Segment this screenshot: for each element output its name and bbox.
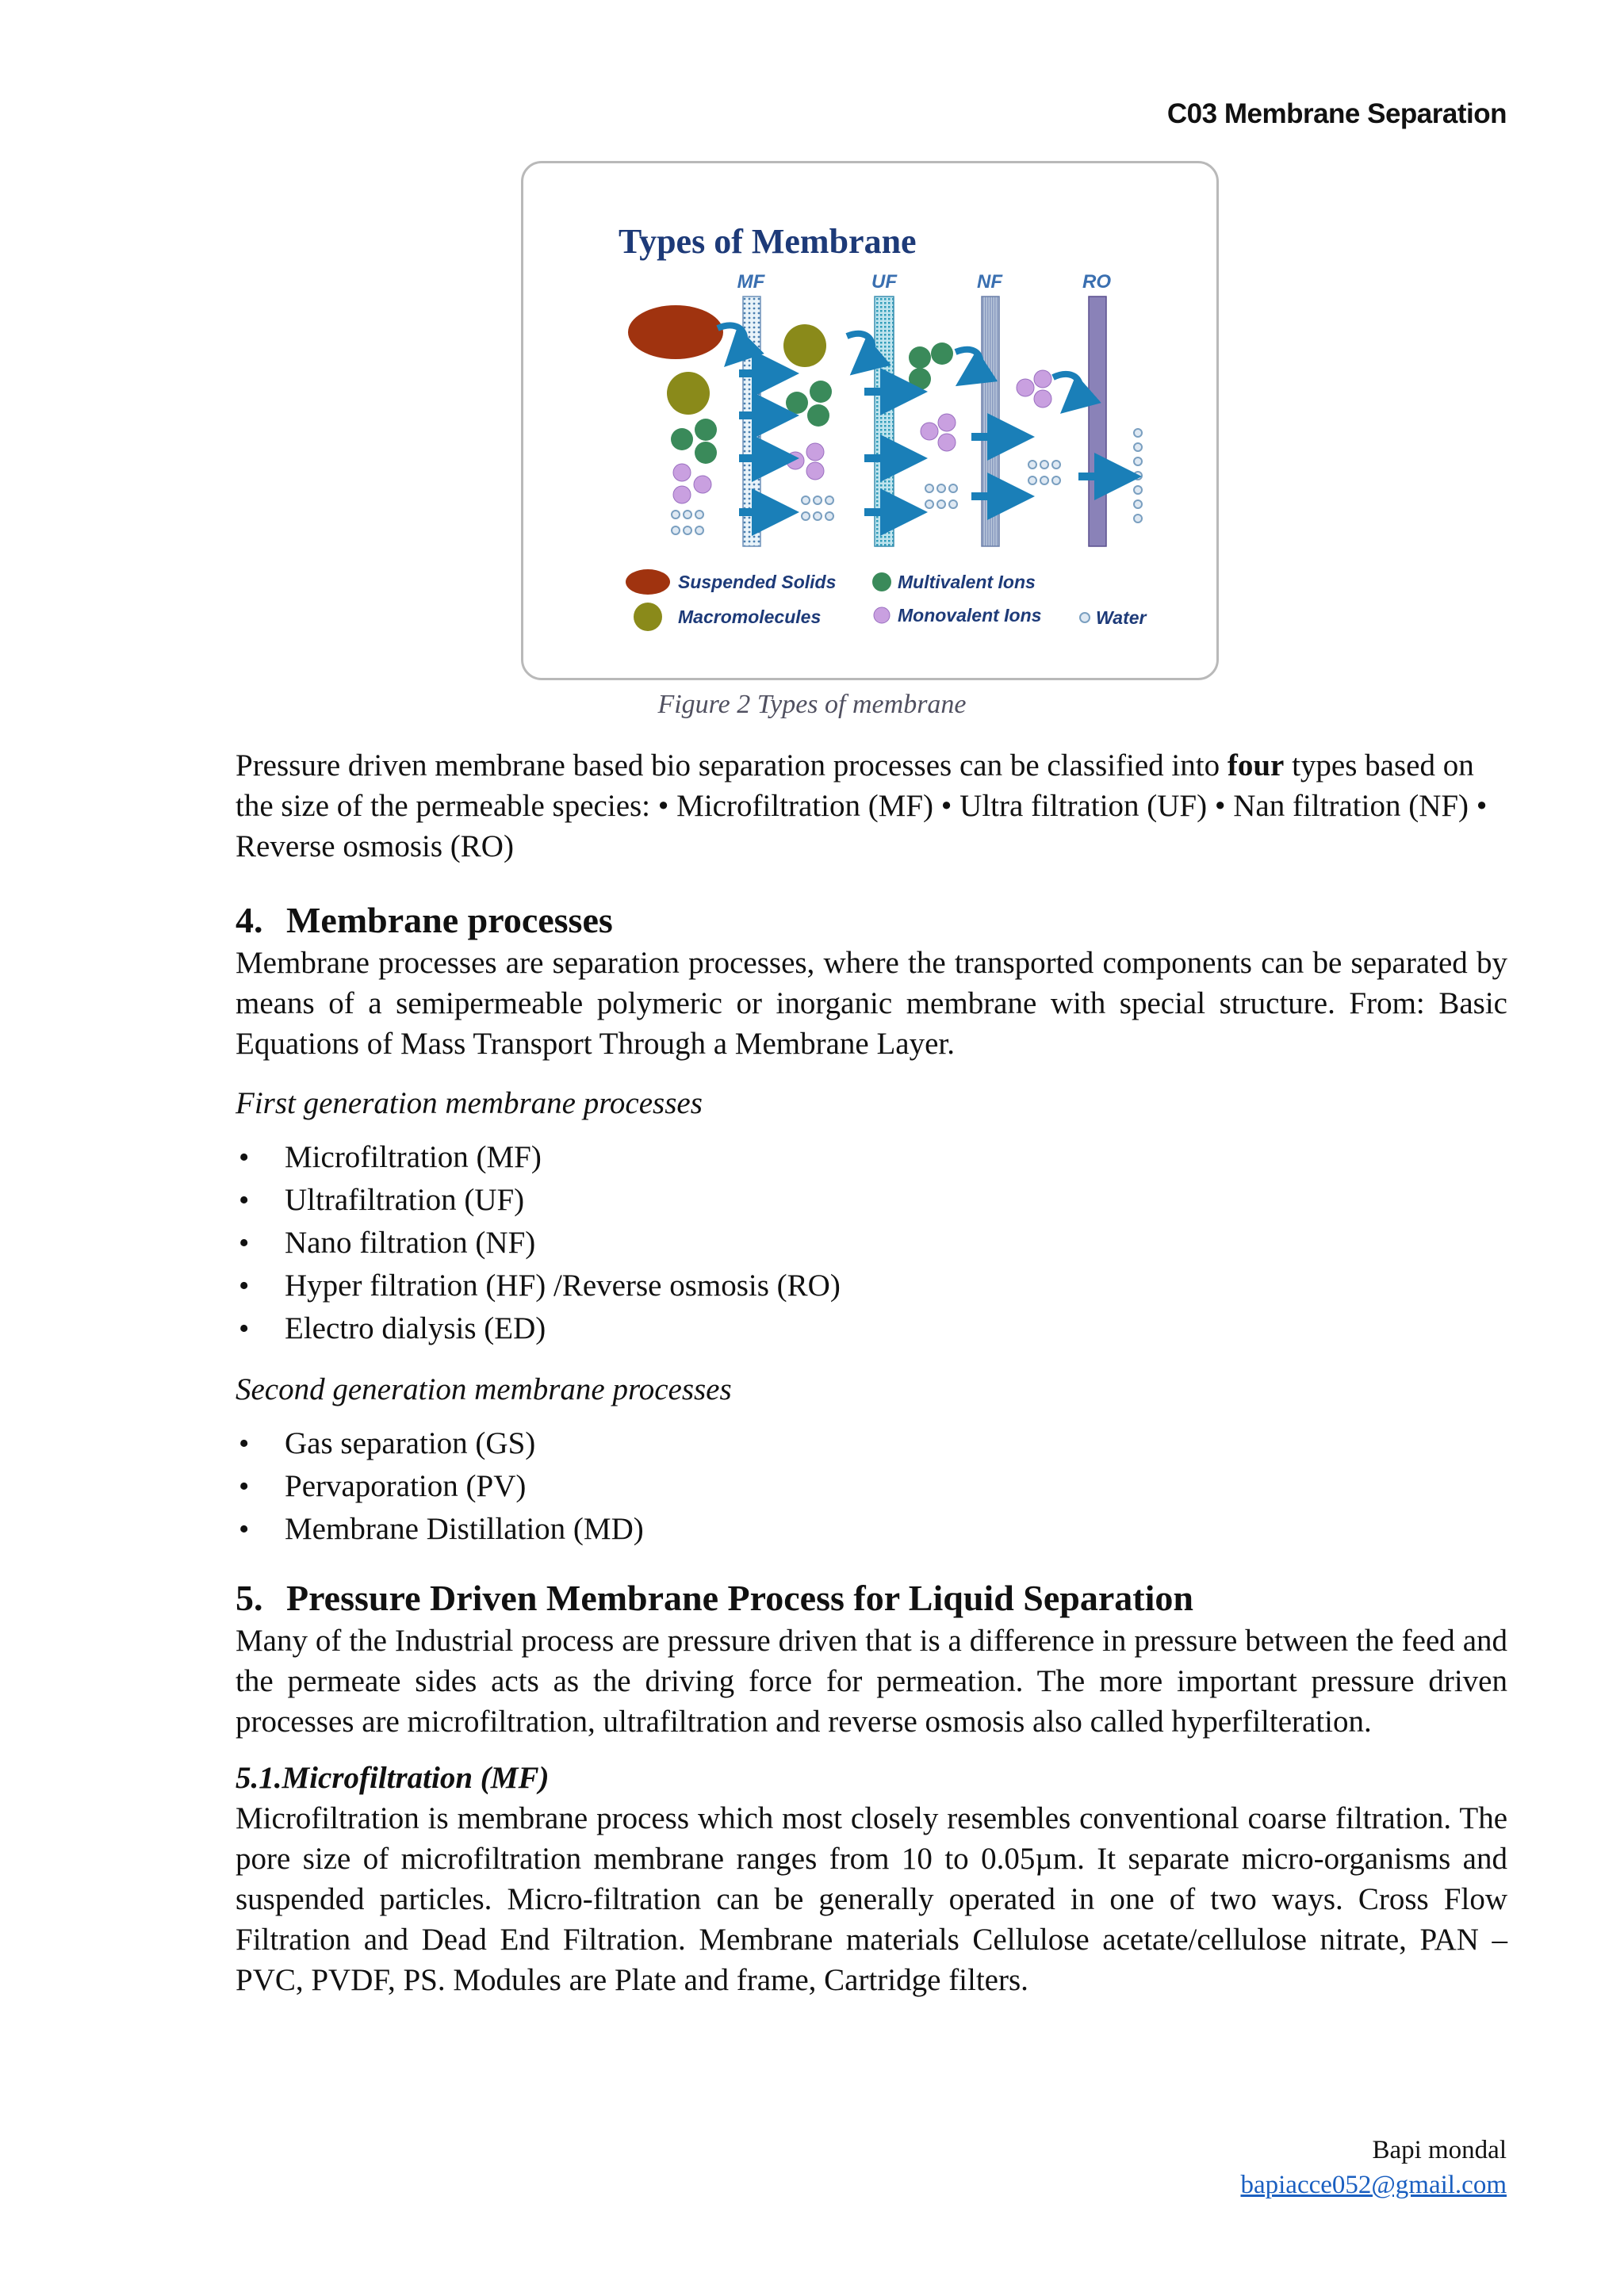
membrane-types-figure <box>521 161 1219 680</box>
section-5-heading <box>236 1576 1507 1621</box>
legend-swatch-macromolecules <box>634 603 662 631</box>
legend-swatch-multivalent-ions <box>872 572 891 591</box>
list-item: • Gas separation (GS) <box>236 1422 1507 1465</box>
figure-legend <box>626 569 1147 631</box>
section-5-number: 5. <box>236 1578 263 1618</box>
membrane-label-uf: UF <box>871 271 897 293</box>
page-footer <box>1240 2133 1507 2202</box>
section-4-heading <box>236 898 1507 943</box>
section-5-body: Many of the Industrial process are pressure driven that is a difference in pressure between the feed and the permeate sides acts as the driving force for permeation. The more important pressure driven processes are microfiltration, ultrafiltration and reverse osmosis also called hyperfilteration. <box>236 1624 1507 1739</box>
intro-text-start: Pressure driven membrane based bio separation processes can be classified into <box>236 748 1228 783</box>
document-body <box>236 745 1507 2000</box>
monovalent-ion-particle <box>1017 379 1034 396</box>
monovalent-ion-particle <box>1034 390 1051 408</box>
nf-membrane <box>982 297 999 546</box>
section-4-title: Membrane processes <box>286 900 613 940</box>
figure-caption: Figure 2 Types of membrane <box>657 690 967 719</box>
intro-paragraph <box>236 745 1507 867</box>
multivalent-ion-particle <box>909 368 931 390</box>
monovalent-ion-particle <box>694 476 711 493</box>
monovalent-ion-particle <box>673 464 691 481</box>
legend-label-water: Water <box>1096 607 1147 628</box>
water-molecules-group <box>925 484 957 508</box>
monovalent-ion-particle <box>787 452 804 469</box>
monovalent-ion-particle <box>806 443 824 461</box>
ro-membrane <box>1089 297 1106 546</box>
running-header: C03 Membrane Separation <box>1166 98 1507 129</box>
monovalent-ion-particle <box>938 434 956 451</box>
legend-label-monovalent-ions: Monovalent Ions <box>898 605 1042 626</box>
list-item: • Microfiltration (MF) <box>236 1136 1507 1179</box>
legend-label-macromolecules: Macromolecules <box>678 607 822 627</box>
section-4-number: 4. <box>236 900 263 940</box>
figure-title: Types of Membrane <box>619 222 917 261</box>
membrane-label-mf: MF <box>737 271 765 293</box>
suspended-solid-particle <box>628 305 723 359</box>
membrane-label-nf: NF <box>977 271 1002 293</box>
first-generation-list <box>236 1136 1507 1350</box>
legend-swatch-water <box>1080 613 1090 622</box>
list-item: • Membrane Distillation (MD) <box>236 1508 1507 1551</box>
monovalent-ion-particle <box>673 486 691 503</box>
water-molecules-group <box>672 511 703 534</box>
author-name: Bapi mondal <box>1372 2136 1507 2164</box>
intro-bold-word: four <box>1227 748 1285 783</box>
multivalent-ion-particle <box>909 346 931 369</box>
multivalent-ion-particle <box>807 404 829 427</box>
multivalent-ion-particle <box>695 442 717 464</box>
section-5-title: Pressure Driven Membrane Process for Liquid Separation <box>286 1578 1193 1618</box>
list-item: • Nano filtration (NF) <box>236 1222 1507 1265</box>
water-molecules-group <box>1134 429 1142 522</box>
monovalent-ion-particle <box>921 423 938 440</box>
legend-swatch-suspended-solids <box>626 569 670 595</box>
list-item: • Electro dialysis (ED) <box>236 1307 1507 1350</box>
section-4-body: Membrane processes are separation processes, where the transported components can be separated by means of a semipermeable polymeric or inorganic membrane with special structure. From: Basic Equations of Mass Transport Through a Membrane Layer. <box>236 946 1507 1061</box>
membrane-label-ro: RO <box>1082 271 1111 293</box>
legend-swatch-monovalent-ions <box>874 607 890 623</box>
multivalent-ion-particle <box>786 392 808 414</box>
first-generation-label: First generation membrane processes <box>236 1086 703 1120</box>
list-item: • Hyper filtration (HF) /Reverse osmosis (RO) <box>236 1265 1507 1307</box>
legend-label-multivalent-ions: Multivalent Ions <box>898 572 1036 592</box>
multivalent-ion-particle <box>671 428 693 450</box>
second-generation-list <box>236 1422 1507 1551</box>
multivalent-ion-particle <box>695 419 717 441</box>
monovalent-ion-particle <box>1034 370 1051 388</box>
monovalent-ion-particle <box>806 462 824 480</box>
multivalent-ion-particle <box>810 381 832 403</box>
intro-text-end: types based on the size of the permeable species: • Microfiltration (MF) • Ultra filtration (UF) • Nan filtration (NF) • Reverse osmosis (RO) <box>236 748 1488 863</box>
water-molecules-group <box>1028 461 1060 484</box>
macromolecule-particle <box>783 324 826 367</box>
macromolecule-particle <box>667 372 710 415</box>
water-molecules-group <box>802 496 833 520</box>
list-item: • Ultrafiltration (UF) <box>236 1179 1507 1222</box>
subsection-5-1-body: Microfiltration is membrane process which most closely resembles conventional coarse filtration. The pore size of microfiltration membrane ranges from 10 to 0.05µm. It separate micro-organisms and suspended particles. Micro-filtration can be generally operated in one of two ways. Cross Flow Filtration and Dead End Filtration. Membrane materials Cellulose acetate/cellulose nitrate, PAN – PVC, PVDF, PS. Modules are Plate and frame, Cartridge filters. <box>236 1801 1507 1997</box>
list-item: • Pervaporation (PV) <box>236 1465 1507 1508</box>
subsection-5-1-title: 5.1.Microfiltration (MF) <box>236 1761 550 1795</box>
second-generation-label: Second generation membrane processes <box>236 1372 732 1406</box>
author-email-link[interactable]: bapiacce052@gmail.com <box>1240 2171 1507 2199</box>
legend-label-suspended-solids: Suspended Solids <box>678 572 837 592</box>
multivalent-ion-particle <box>931 342 953 365</box>
monovalent-ion-particle <box>938 414 956 431</box>
